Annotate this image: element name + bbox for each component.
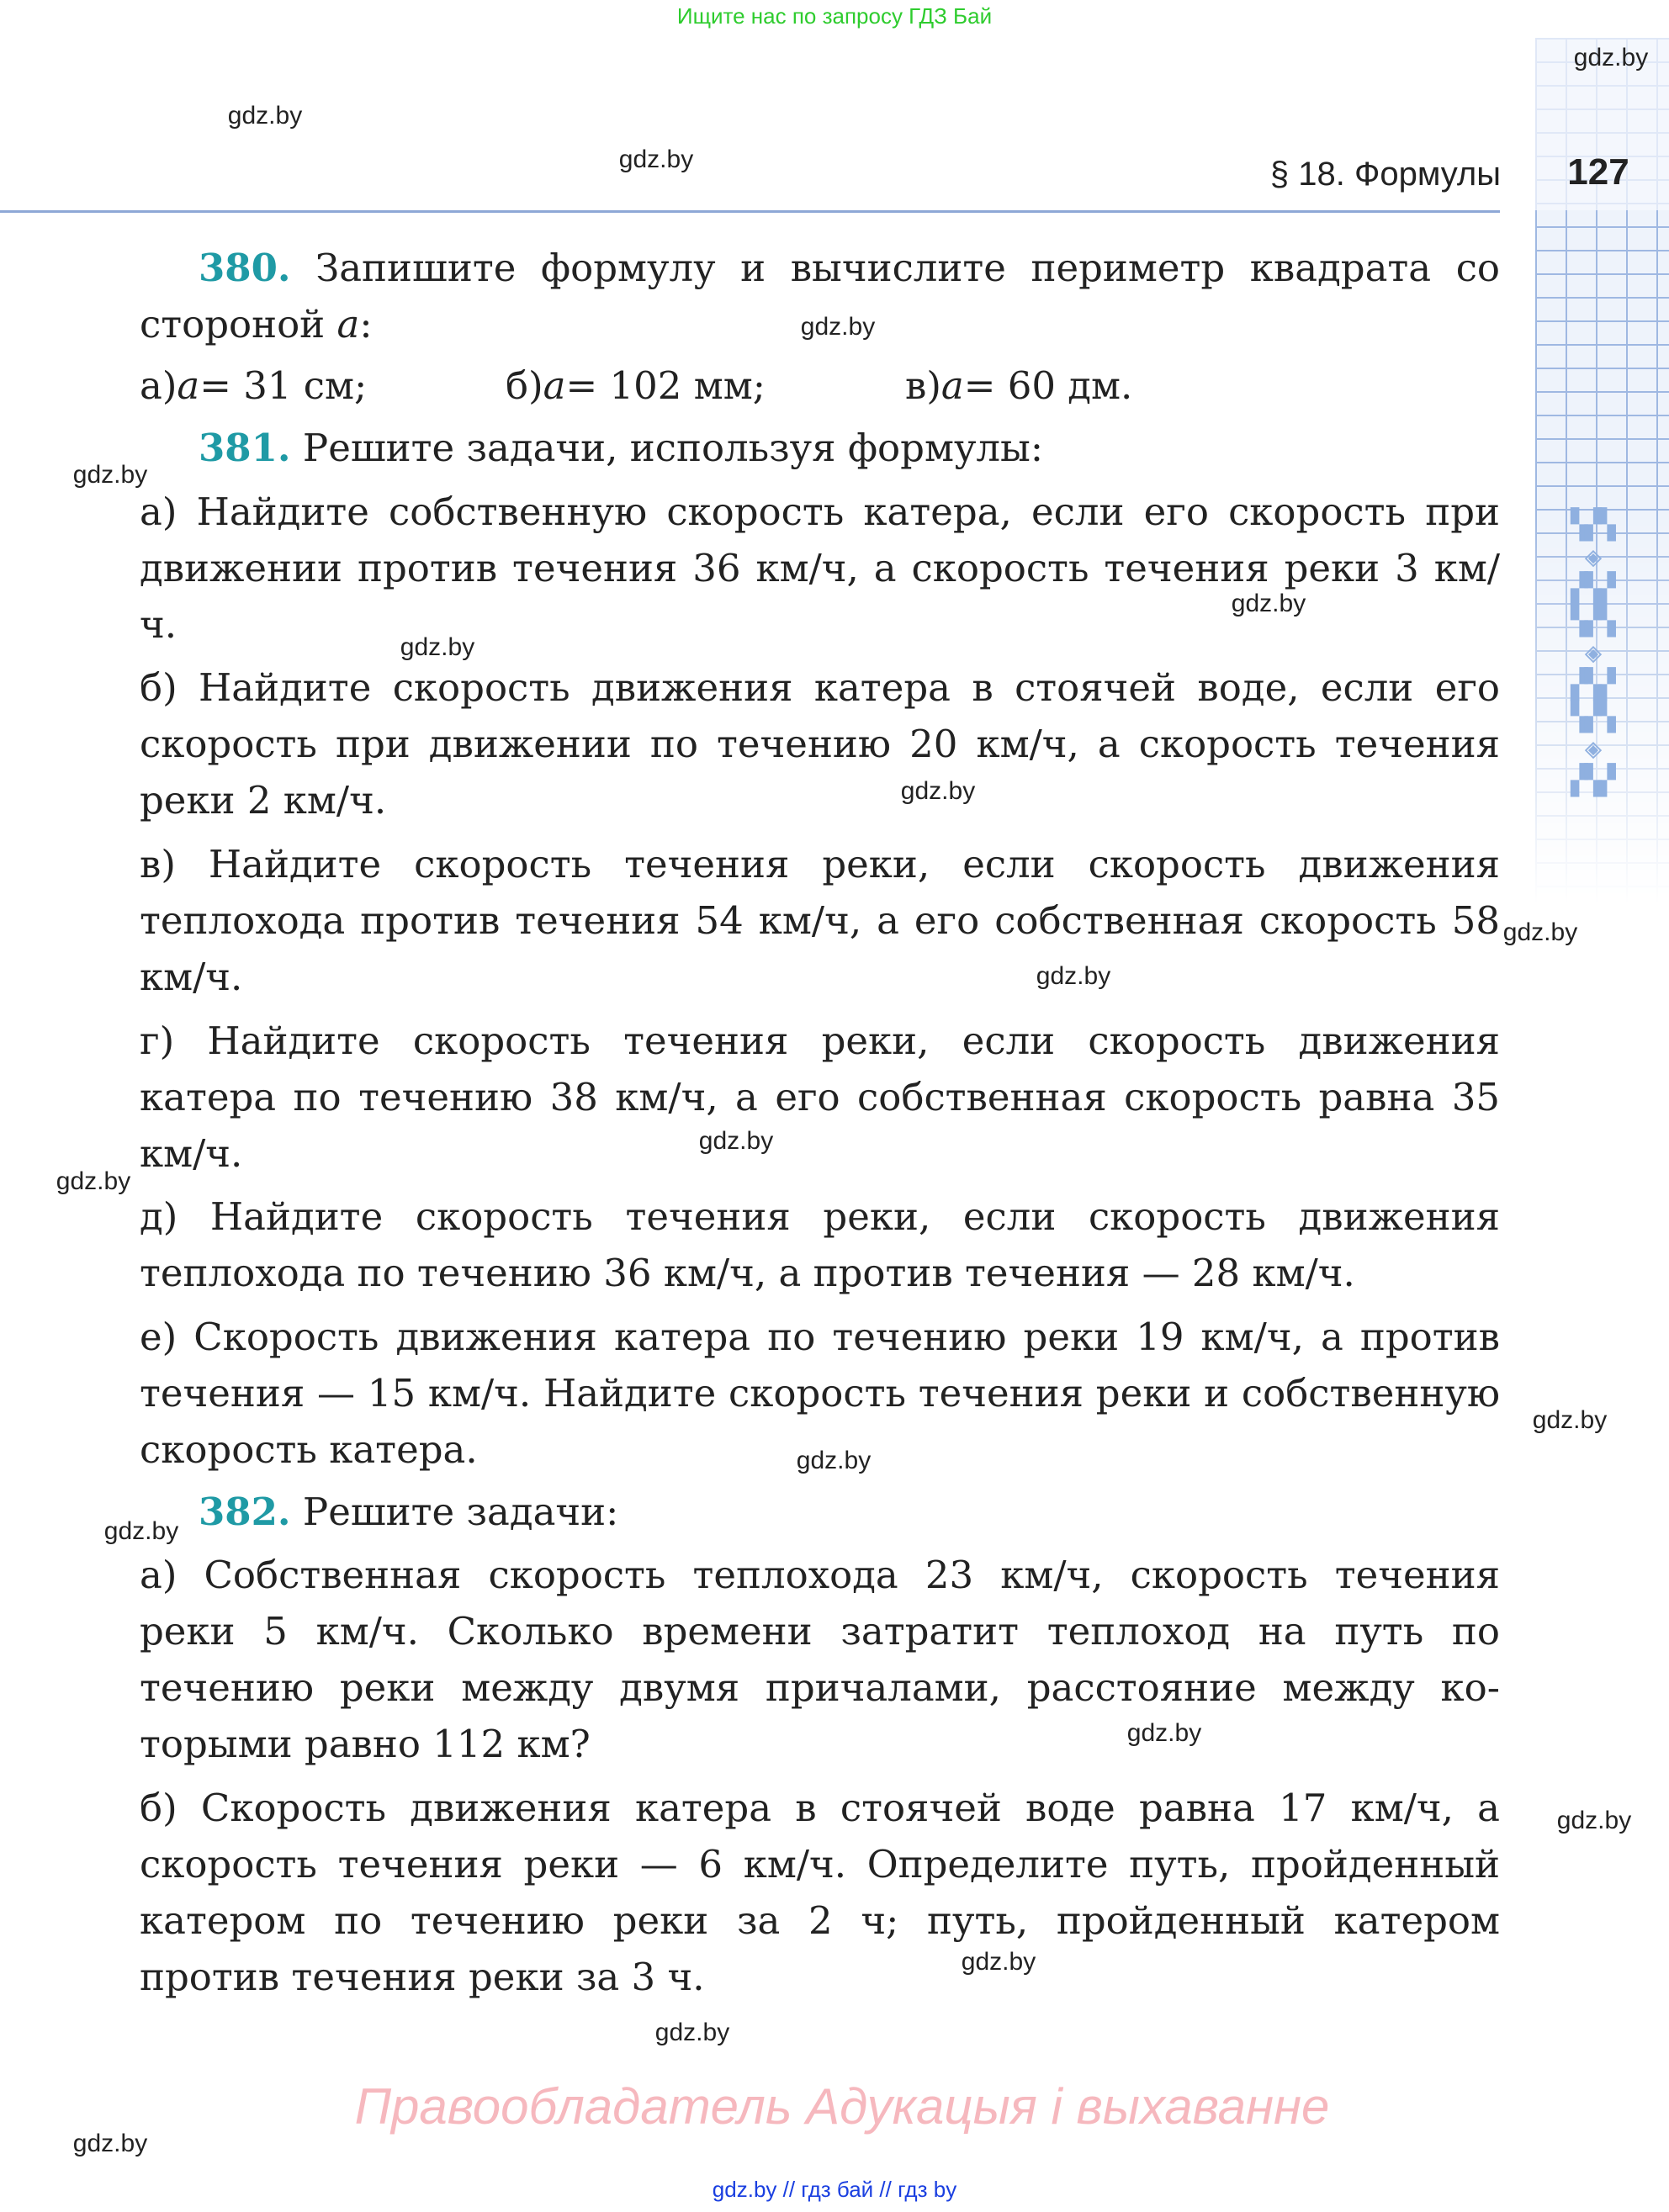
task-381-b: б) Найдите скорость движения катера в стоячей воде, если его скорость при движении по течению 20 км/ч, а скорость течения реки 2 км/ч. (140, 665, 1500, 823)
task-number: 380. (199, 246, 291, 290)
task-381-f: е) Скорость движения катера по течению реки 19 км/ч, а против течения — 15 км/ч. Найдите скорость течения реки и собственную скорость катера. (140, 1315, 1500, 1472)
option-value: = 31 см; (199, 363, 368, 408)
task-381 (140, 420, 1500, 476)
task-381-d: г) Найдите скорость течения реки, если скорость движения катера по течению 38 км/ч, а его собственная скорость равна 35 км/ч. (140, 1019, 1500, 1176)
watermark: gdz.by (1573, 44, 1649, 71)
watermark: gdz.by (1502, 918, 1578, 946)
option-b (506, 357, 905, 414)
watermark: gdz.by (1036, 962, 1111, 990)
ornament-icon: ▚▞▚ ◈ ▞▚▞ ▚▞▚ ◈ ▞▚▞ ▚▞▚ ◈ ▞▚▞ (1571, 508, 1613, 797)
watermark: gdz.by (796, 1447, 872, 1474)
watermark: gdz.by (1532, 1406, 1608, 1434)
section-title: § 18. Формулы (1269, 156, 1501, 193)
page-number: 127 (1567, 151, 1629, 193)
task-381-a: а) Найдите собственную скорость катера, если его скорость при движении против течения 36 км/ч, а скорость течения реки 3 км/ч. (140, 489, 1500, 647)
task-381-c: в) Найдите скорость течения реки, если скорость движения теплохода против течения 54 км/ч, а его собственная скорость 58 км/ч. (140, 842, 1500, 999)
variable: a (177, 363, 200, 408)
option-c (905, 357, 1132, 414)
search-hint: Ищите нас по запросу ГДЗ Бай (676, 3, 993, 29)
task-text: Решите задачи: (302, 1490, 619, 1534)
variable: a (940, 363, 964, 408)
task-text: Решите задачи, используя формулы: (302, 426, 1043, 470)
task-382 (140, 1484, 1500, 1540)
watermark: gdz.by (654, 2019, 730, 2046)
option-label: б) (506, 363, 543, 408)
option-value: = 60 дм. (963, 363, 1133, 408)
variable: a (336, 302, 360, 347)
task-382-b: б) Скорость движения катера в стоячей воде равна 17 км/ч, а скорость течения реки — 6 км/ч. Определите путь, пройденный катером по течению реки за 2 ч; путь, пройденный катером против течения реки за 3 ч. (140, 1786, 1500, 1999)
option-label: в) (905, 363, 941, 408)
option-value: = 102 мм; (565, 363, 766, 408)
header-divider (0, 210, 1500, 213)
footer-links[interactable]: gdz.by // гдз бай // гдз by (712, 2177, 957, 2202)
watermark: gdz.by (698, 1127, 774, 1155)
watermark: gdz.by (961, 1948, 1036, 1976)
task-381-e: д) Найдите скорость течения реки, если скорость движения теплохода по течению 36 км/ч, а против течения — 28 км/ч. (140, 1194, 1500, 1295)
watermark: gdz.by (800, 313, 876, 341)
watermark: gdz.by (1126, 1719, 1202, 1747)
task-number: 382. (199, 1490, 291, 1534)
task-number: 381. (199, 426, 291, 470)
watermark: gdz.by (227, 102, 303, 130)
task-380-options (140, 357, 1500, 414)
watermark: gdz.by (103, 1517, 179, 1545)
watermark: gdz.by (56, 1167, 131, 1195)
watermark: gdz.by (900, 777, 976, 805)
watermark: gdz.by (400, 633, 475, 661)
variable: a (543, 363, 566, 408)
task-382-a: а) Собственная скорость теплохода 23 км/ч, скорость течения реки 5 км/ч. Сколько времени затратит теплоход на путь по течению реки между двумя причалами, расстояние между которыми равно 112 км? (140, 1553, 1500, 1766)
option-label: а) (140, 363, 177, 408)
watermark: gdz.by (1231, 590, 1306, 617)
copyright-notice: Правообладатель Адукацыя і выхаванне (354, 2078, 1330, 2135)
watermark: gdz.by (72, 461, 148, 489)
watermark: gdz.by (618, 146, 694, 173)
option-a (140, 357, 506, 414)
task-text: Запишите формулу и вычислите периметр квадрата со стороной (140, 246, 1500, 347)
watermark: gdz.by (72, 2130, 148, 2157)
watermark: gdz.by (1556, 1807, 1632, 1834)
colon: : (359, 302, 373, 347)
